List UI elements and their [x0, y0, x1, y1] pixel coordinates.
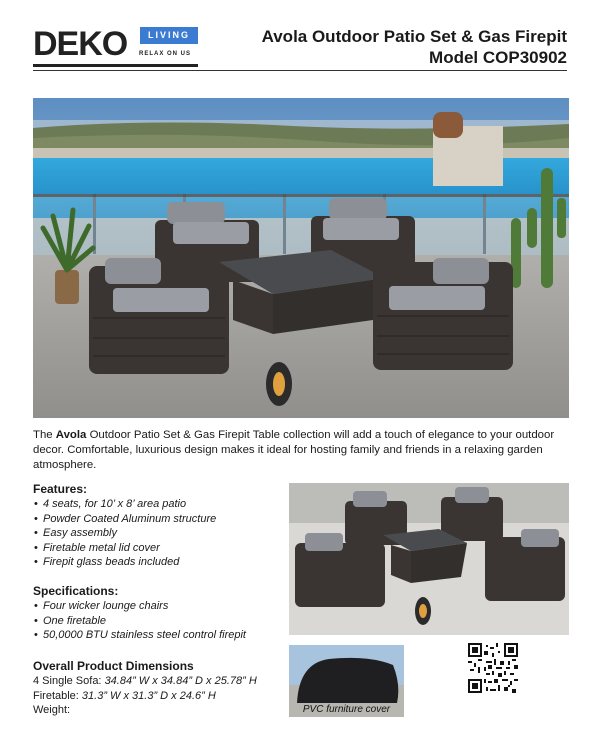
brand-name: DEKO	[33, 25, 128, 63]
specification-item: • 50,0000 BTU stainless steel control firepit	[43, 628, 246, 643]
features-heading: Features:	[33, 482, 88, 496]
qr-code-icon	[468, 643, 518, 693]
firetable-value: 31.3” W x 31.3” D x 24.6” H	[81, 689, 216, 702]
title-line-1: Avola Outdoor Patio Set & Gas Firepit	[261, 27, 567, 46]
cover-photo	[289, 645, 404, 717]
specification-item: • One firetable	[43, 614, 246, 629]
cover-caption: PVC furniture cover	[302, 704, 391, 715]
feature-item: • Firetable metal lid cover	[43, 541, 216, 556]
patio-scene	[33, 98, 569, 418]
title-line-2: Model COP30902	[429, 48, 567, 67]
description-body: Outdoor Patio Set & Gas Firepit Table collection will add a touch of elegance to your outdoor decor. Comfortable, luxurious design makes it ideal for hosting family and friends in a relaxing garden atmosphere.	[33, 429, 555, 471]
sofa-label: 4 Single Sofa:	[33, 675, 105, 687]
brand-tag: LIVING	[140, 27, 198, 44]
feature-item: • Firepit glass beads included	[43, 555, 216, 570]
feature-item: • Powder Coated Aluminum structure	[43, 512, 216, 527]
sofa-dimensions	[33, 674, 257, 689]
brand-slogan: RELAX ON US	[139, 51, 192, 57]
logo-underline	[33, 64, 198, 67]
description-product-name: Avola	[55, 429, 87, 441]
specifications-section	[33, 584, 246, 643]
specifications-list	[33, 599, 246, 643]
specifications-heading: Specifications:	[33, 584, 119, 598]
hero-photo	[33, 98, 569, 418]
feature-item: • 4 seats, for 10’ x 8’ area patio	[43, 497, 216, 512]
header-divider	[33, 70, 567, 71]
specification-item: • Four wicker lounge chairs	[43, 599, 246, 614]
firetable-label: Firetable:	[33, 689, 82, 702]
features-list	[33, 497, 216, 570]
qr-code[interactable]	[468, 643, 518, 693]
description-lead: The	[33, 429, 56, 441]
weight-label: Weight:	[33, 704, 71, 716]
sofa-value: 34.84” W x 34.84” D x 25.78” H	[104, 675, 257, 687]
feature-item: • Easy assembly	[43, 526, 216, 541]
brand-logo	[33, 24, 198, 68]
product-scene	[289, 483, 569, 635]
dimensions-section	[33, 659, 257, 718]
product-description	[33, 428, 569, 473]
product-photo	[289, 483, 569, 635]
features-section	[33, 482, 216, 570]
firetable-dimensions	[33, 689, 257, 704]
dimensions-heading: Overall Product Dimensions	[33, 659, 194, 673]
page-title	[262, 26, 567, 68]
